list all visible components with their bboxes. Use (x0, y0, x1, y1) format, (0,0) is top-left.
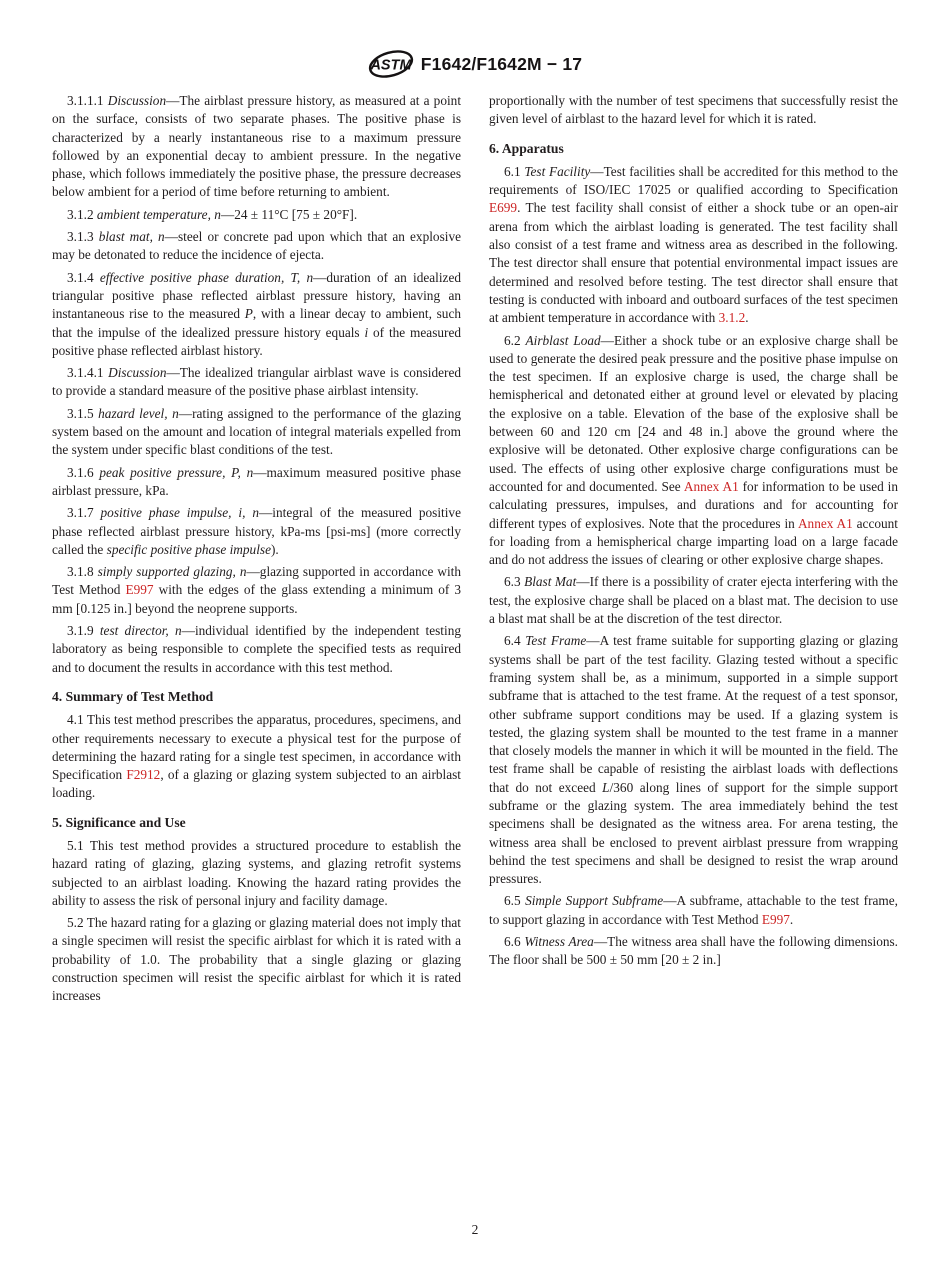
paragraph (52, 92, 461, 202)
text-run: . The test facility shall consist of either a shock tube or an open-air arena from which the airblast loading is generated. The test facility shall also consist of a test frame and witness area as described in the following. The test director shall ensure that potential environmental impact issues are determined and resolved before testing. The test director shall ensure that testing is conducted with inboard and outboard surfaces of the test specimen at ambient temperature in accordance with (489, 200, 898, 326)
text-run: 4.1 This test method prescribes the apparatus, procedures, specimens, and other requirements necessary to execute a physical test for the purpose of determining the hazard rating for a single test specimen, in accordance with Specification (52, 712, 461, 783)
left-column (52, 92, 461, 1204)
text-run: 6.2 (504, 332, 526, 348)
paragraph (489, 892, 898, 929)
defined-term-italic: Discussion (108, 365, 167, 381)
text-run: 3.1.7 (67, 505, 101, 521)
paragraph (489, 163, 898, 328)
text-run: 3.1.5 (67, 405, 99, 421)
text-run: —The witness area shall have the following dimensions. The floor shall be 500 ± 50 mm [20 ± 2 in.] (489, 934, 898, 968)
defined-term-italic: positive phase impulse, i, n (100, 505, 259, 521)
text-run: 3.1.3 (67, 229, 99, 245)
text-run: . (789, 911, 794, 927)
text-run: —steel or concrete pad upon which that an explosive may be detonated to reduce the incidence of ejecta. (52, 229, 461, 263)
section-heading: 6. Apparatus (489, 140, 564, 156)
two-column-body (52, 92, 898, 1204)
text-run: 3.1.9 (67, 623, 100, 639)
text-run: —rating assigned to the performance of the glazing system based on the amount and location of integral materials expelled from the system under specific blast conditions of the test. (52, 405, 461, 458)
text-run: —maximum measured positive phase airblast pressure, kPa. (52, 464, 461, 498)
defined-term-italic: P (244, 306, 253, 322)
text-run: 3.1.8 (67, 564, 98, 580)
defined-term-italic: Airblast Load (525, 332, 601, 348)
page-number: 2 (471, 1222, 479, 1237)
text-run: —glazing supported in accordance with Test Method (52, 564, 461, 598)
paragraph (52, 837, 461, 910)
paragraph (52, 914, 461, 1005)
text-run: 3.1.1.1 (67, 93, 108, 108)
defined-term-italic: effective positive phase duration, T, n (99, 269, 314, 285)
text-run: 3.1.4.1 (67, 365, 109, 381)
section-heading: 4. Summary of Test Method (52, 688, 214, 704)
text-run: —A test frame suitable for supporting glazing or glazing systems shall be part of the test facility. Glazing tested without a specific framing system shall be, as a minimum, supported in a simple support subframe that is attached to the test frame. At the request of a test sponsor, other subframe support conditions may be used. If a glazing system is tested, the glazing system shall be mounted to the test frame in a manner that closely models the manner in which it will be mounted in the field. The test frame shall be capable of resisting the airblast loads with deflections that do not exceed (489, 633, 898, 795)
paragraph (52, 206, 461, 224)
text-run: with the edges of the glass extending a minimum of 3 mm [0.125 in.] beyond the neoprene supports. (52, 582, 461, 616)
text-run: 6.5 (504, 893, 526, 909)
text-run: 3.1.6 (67, 464, 100, 480)
text-run: /360 along lines of support for the simple support subframe or the glazing system. The area immediately behind the test specimens shall be designated as the witness area. For arena testing, the witness area shall be enclosed to prevent airblast pressure from wrapping behind the test specimens and shall be designed to resist the wrap around pressures. (489, 779, 898, 887)
defined-term-italic: Test Facility (524, 163, 591, 179)
text-run: , with a linear decay to ambient, such that the impulse of the idealized pressure history equals (52, 306, 461, 340)
text-run: —If there is a possibility of crater ejecta interfering with the test, the explosive charge shall be placed on a blast mat. The decision to use a blast mat shall be at the discretion of the test director. (489, 574, 898, 627)
text-run: 5.1 This test method provides a structured procedure to establish the hazard rating of glazing, glazing systems, and glazing retrofit systems subjected to an airblast loading. Knowing the hazard rating provides the ability to assess the risk of personal injury and facility damage. (52, 837, 461, 908)
defined-term-italic: ambient temperature, n (96, 206, 221, 222)
text-run: 3.1.2 (67, 206, 97, 222)
astm-logo-icon (368, 48, 414, 80)
paragraph (52, 711, 461, 802)
text-run: . (745, 310, 749, 326)
text-run: —24 ± 11°C [75 ± 20°F]. (220, 206, 358, 222)
defined-term-italic: blast mat, n (98, 229, 165, 245)
text-run: , of a glazing or glazing system subjected to an airblast loading. (52, 767, 461, 801)
defined-term-italic: test director, n (99, 623, 182, 639)
paragraph (52, 228, 461, 265)
defined-term-italic: simply supported glazing, n (97, 564, 247, 580)
text-run: of the measured positive phase reflected airblast history. (52, 324, 461, 358)
reference-link[interactable]: 3.1.2 (718, 310, 746, 326)
paragraph (489, 573, 898, 628)
text-run: ). (270, 541, 279, 557)
text-run: 3.1.4 (67, 269, 100, 285)
text-run: 5.2 The hazard rating for a glazing or glazing material does not imply that a single specimen will resist the specific airblast for which it is rated with a probability of 1.0. The probability that a single glazing or glazing construction specimen will resist the specific airblast for which it is rated increases (52, 915, 461, 1004)
reference-link[interactable]: Annex A1 (797, 515, 853, 531)
standard-designation: F1642/F1642M − 17 (420, 53, 583, 74)
reference-link[interactable]: F2912 (126, 767, 161, 783)
text-run: —individual identified by the independent testing laboratory as being responsible to complete the specified tests as required and to document the results in accordance with this test method. (52, 623, 461, 675)
defined-term-italic: i (364, 324, 369, 340)
text-run: —The airblast pressure history, as measured at a point on the surface, consists of two separate phases. The positive phase is characterized by a nearly instantaneous rise to a maximum pressure followed by an exponential decay to ambient pressure. In the negative phase, which follows immediately the positive phase, the pressure decreases below ambient for a period of time before returning to ambient. (52, 93, 461, 200)
svg-text:ASTM: ASTM (370, 57, 412, 74)
paragraph (52, 622, 461, 677)
reference-link[interactable]: E997 (125, 582, 154, 598)
text-run: account for loading from a hemispherical charge imparting load on a large facade and do not address the issues of clearing or other explosive charge shapes. (489, 515, 898, 568)
section-heading: 5. Significance and Use (52, 814, 186, 830)
defined-term-italic: Blast Mat (524, 574, 577, 590)
text-run: for information to be used in calculating pressures, impulses, and durations and for accounting for different types of explosives. Note that the procedures in (489, 478, 898, 531)
text-run: —integral of the measured positive phase reflected airblast pressure history, kPa-ms [psi-ms] (more correctly called the (52, 505, 461, 557)
text-run: 6.1 (504, 163, 525, 179)
defined-term-italic: Witness Area (524, 934, 594, 950)
paragraph (489, 632, 898, 888)
text-run: —The idealized triangular airblast wave is considered to provide a standard measure of the positive phase airblast intensity. (52, 365, 461, 399)
text-run: —Either a shock tube or an explosive charge shall be used to generate the desired peak pressure and the positive phase impulse on the test specimen. If an explosive charge is used, the charge shall be hemispherical and detonated either at ground level or elevated by placing the explosive on a table. Elevation of the base of the explosive shall be between 60 and 120 cm [24 and 48 in.] above the ground where the explosive will be detonated. Other explosive charge configurations can be used. The effects of using other explosive charge configurations must be accounted for and documented. See (489, 332, 898, 494)
right-column (489, 92, 898, 1204)
text-run: proportionally with the number of test specimens that successfully resist the given level of airblast to the hazard level for which it is rated. (489, 93, 898, 127)
paragraph (52, 504, 461, 559)
text-run: 6.3 (504, 574, 525, 590)
text-run: 6.6 (504, 934, 525, 950)
defined-term-italic: specific positive phase impulse (106, 541, 271, 557)
defined-term-italic: Simple Support Subframe (525, 893, 664, 909)
paragraph (489, 92, 898, 129)
defined-term-italic: Discussion (107, 93, 167, 108)
paragraph (52, 364, 461, 401)
text-run: —A subframe, attachable to the test frame, to support glazing in accordance with Test Method (489, 893, 898, 927)
text-run: —Test facilities shall be accredited for this method to the requirements of ISO/IEC 17025 or qualified according to Specification (489, 163, 898, 198)
text-run: 6.4 (504, 633, 526, 649)
paragraph (52, 405, 461, 460)
defined-term-italic: L (602, 779, 610, 795)
text-run: —duration of an idealized triangular positive phase reflected airblast pressure history, having an instantaneous rise to the measured (52, 269, 461, 322)
defined-term-italic: Test Frame (525, 633, 587, 649)
paragraph (52, 563, 461, 618)
page-header (0, 48, 950, 80)
paragraph (52, 464, 461, 501)
reference-link[interactable]: E997 (761, 911, 790, 927)
paragraph (52, 269, 461, 360)
defined-term-italic: peak positive pressure, P, n (99, 464, 254, 480)
reference-link[interactable]: E699 (489, 200, 518, 216)
paragraph (489, 933, 898, 970)
defined-term-italic: hazard level, n (98, 405, 179, 421)
paragraph (489, 332, 898, 570)
reference-link[interactable]: Annex A1 (683, 478, 739, 494)
page-footer (0, 1222, 950, 1238)
